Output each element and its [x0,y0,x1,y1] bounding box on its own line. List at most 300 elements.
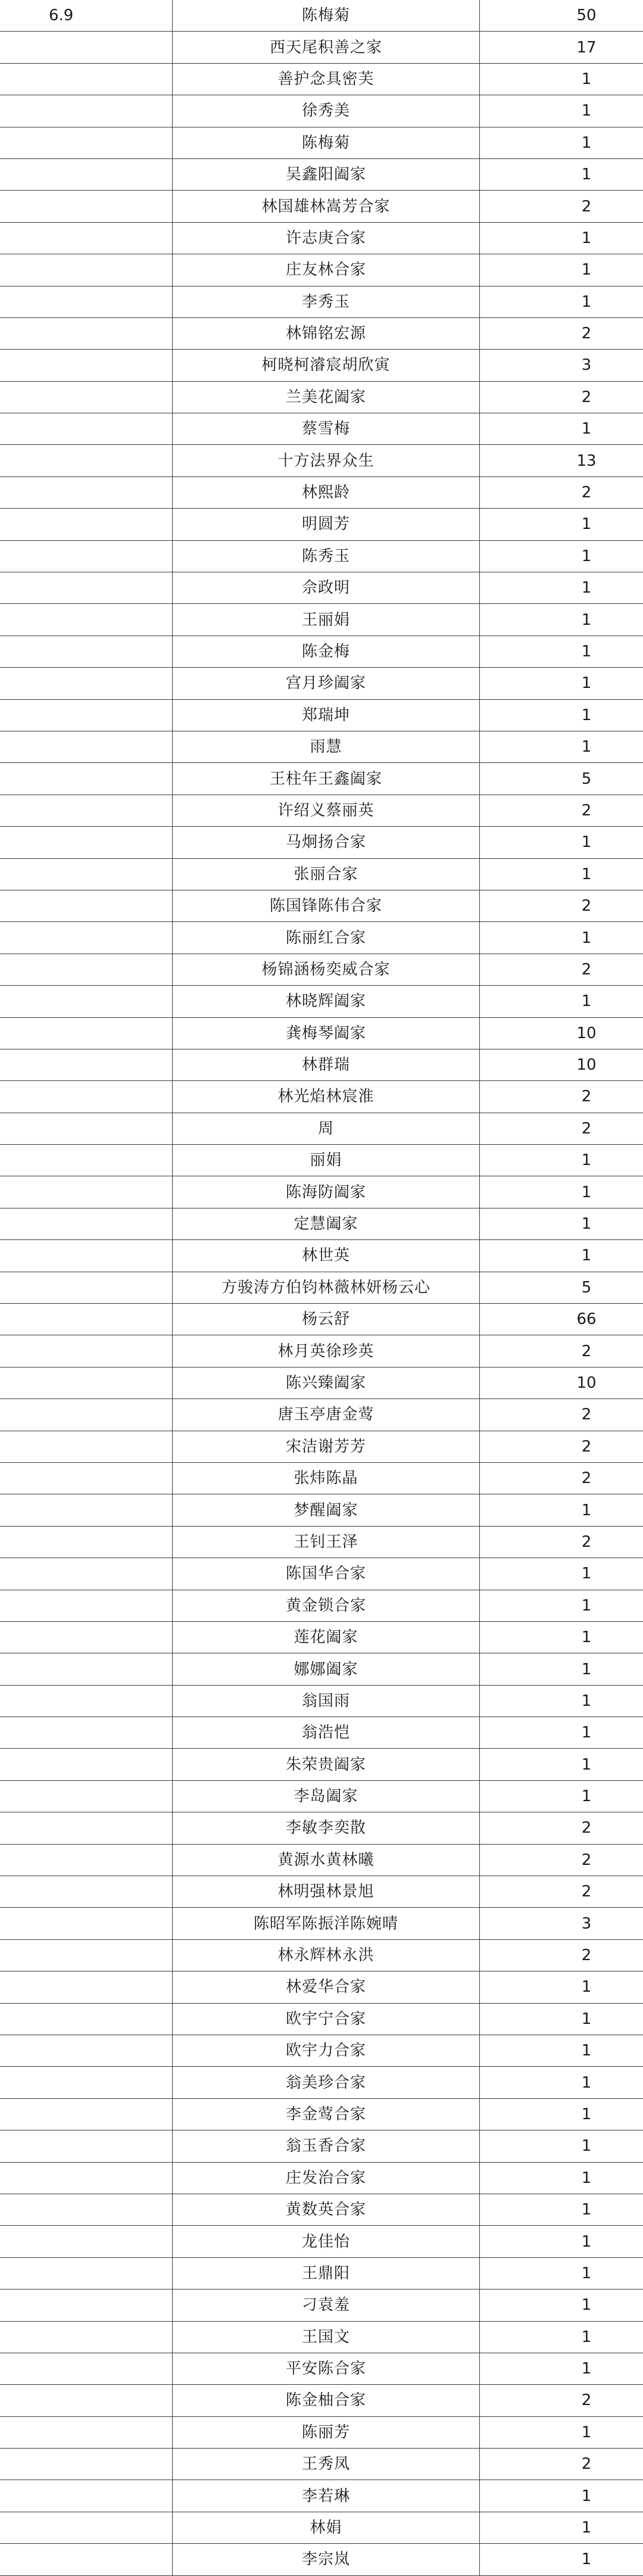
name-cell: 十方法界众生 [173,445,480,476]
name-cell: 林爱华合家 [173,1971,480,2003]
date-cell [0,2353,173,2384]
amount-cell: 1 [480,1749,643,1780]
date-cell [0,1304,173,1335]
amount-cell: 2 [480,1399,643,1431]
amount-cell: 1 [480,636,643,667]
name-cell: 李若琳 [173,2480,480,2512]
table-row [0,2512,643,2543]
date-cell [0,1844,173,1876]
date-cell [0,1017,173,1049]
table-row [0,2385,643,2416]
date-cell [0,350,173,381]
amount-cell: 2 [480,1431,643,1462]
name-cell: 王丽娟 [173,604,480,636]
name-cell: 朱荣贵阖家 [173,1749,480,1780]
name-cell: 丽娟 [173,1145,480,1176]
date-cell [0,731,173,762]
amount-cell: 10 [480,1049,643,1080]
amount-cell: 1 [480,2003,643,2035]
name-cell: 李秀玉 [173,286,480,317]
table-row [0,636,643,667]
name-cell: 方骏涛方伯钧林薇林妍杨云心 [173,1272,480,1303]
date-cell [0,2385,173,2416]
name-cell: 宫月珍阖家 [173,668,480,699]
date-cell [0,2449,173,2480]
amount-cell: 2 [480,1876,643,1908]
date-cell [0,1335,173,1367]
name-cell: 林晓辉阖家 [173,986,480,1017]
name-cell: 林娟 [173,2512,480,2543]
table-row [0,2353,643,2384]
amount-cell: 1 [480,2512,643,2543]
date-cell [0,2035,173,2067]
amount-cell: 1 [480,1653,643,1685]
date-cell [0,158,173,190]
name-cell: 陈国锋陈伟合家 [173,890,480,921]
amount-cell: 1 [480,63,643,95]
name-cell: 兰美花阖家 [173,381,480,413]
amount-cell: 1 [480,95,643,127]
date-cell [0,445,173,476]
table-row [0,1653,643,1685]
date-cell [0,1113,173,1144]
name-cell: 徐秀美 [173,95,480,127]
amount-cell: 1 [480,731,643,762]
date-cell [0,827,173,858]
name-cell: 张丽合家 [173,858,480,890]
name-cell: 林国雄林嵩芳合家 [173,191,480,222]
amount-cell: 1 [480,540,643,572]
name-cell: 庄发治合家 [173,2162,480,2194]
table-row [0,827,643,858]
table-row [0,1113,643,1144]
amount-cell: 2 [480,795,643,826]
name-cell: 李敏李奕散 [173,1812,480,1844]
table-row [0,222,643,254]
amount-cell: 1 [480,2353,643,2384]
table-row [0,1844,643,1876]
name-cell: 陈国华合家 [173,1558,480,1590]
table-row [0,1399,643,1431]
date-cell [0,1367,173,1398]
name-cell: 陈梅菊 [173,127,480,158]
table-row [0,1971,643,2003]
amount-cell: 13 [480,445,643,476]
table-row [0,381,643,413]
name-cell: 翁美珍合家 [173,2067,480,2098]
date-cell [0,986,173,1017]
name-cell: 龚梅琴阖家 [173,1017,480,1049]
table-row [0,858,643,890]
amount-cell: 17 [480,32,643,63]
table-row [0,2321,643,2353]
date-cell [0,2480,173,2512]
name-cell: 杨云舒 [173,1304,480,1335]
date-cell [0,1176,173,1208]
name-cell: 李宗岚 [173,2544,480,2575]
table-row [0,1717,643,1749]
date-cell [0,1717,173,1749]
table-row [0,1621,643,1653]
date-cell [0,2194,173,2225]
table-row [0,1049,643,1080]
date-cell [0,317,173,349]
date-cell [0,1272,173,1303]
date-cell [0,1590,173,1621]
name-cell: 林月英徐珍英 [173,1335,480,1367]
amount-cell: 1 [480,1780,643,1812]
date-cell [0,1971,173,2003]
name-cell: 林熙龄 [173,476,480,508]
date-cell [0,2162,173,2194]
date-cell [0,858,173,890]
date-cell [0,1399,173,1431]
table-row [0,731,643,762]
table-row [0,191,643,222]
date-cell [0,191,173,222]
name-cell: 陈金柚合家 [173,2385,480,2416]
date-cell [0,254,173,286]
date-cell [0,636,173,667]
name-cell: 王国文 [173,2321,480,2353]
table-row [0,2130,643,2162]
name-cell: 许绍义蔡丽英 [173,795,480,826]
table-row [0,127,643,158]
table-row [0,763,643,795]
date-cell [0,795,173,826]
name-cell: 李岛阖家 [173,1780,480,1812]
name-cell: 陈昭军陈振洋陈婉晴 [173,1908,480,1939]
amount-cell: 1 [480,1240,643,1272]
table-row [0,1304,643,1335]
name-cell: 翁国雨 [173,1685,480,1717]
date-cell [0,922,173,954]
date-cell [0,95,173,127]
date-cell [0,381,173,413]
table-row [0,1749,643,1780]
date-cell [0,1145,173,1176]
table-row [0,445,643,476]
amount-cell: 1 [480,986,643,1017]
name-cell: 蔡雪梅 [173,413,480,445]
table-row [0,158,643,190]
date-cell [0,413,173,445]
name-cell: 王柱年王鑫阖家 [173,763,480,795]
table-row [0,350,643,381]
date-cell [0,1558,173,1590]
amount-cell: 2 [480,890,643,921]
table-row [0,1494,643,1526]
amount-cell: 2 [480,1844,643,1876]
amount-cell: 2 [480,317,643,349]
amount-cell: 1 [480,1590,643,1621]
amount-cell: 1 [480,2194,643,2225]
name-cell: 陈金梅 [173,636,480,667]
table-row [0,1145,643,1176]
amount-cell: 1 [480,2067,643,2098]
date-cell [0,1526,173,1558]
amount-cell: 3 [480,350,643,381]
table-row [0,63,643,95]
name-cell: 佘政明 [173,572,480,604]
table-row [0,2162,643,2194]
name-cell: 周 [173,1113,480,1144]
name-cell: 唐玉亭唐金莺 [173,1399,480,1431]
amount-cell: 1 [480,2162,643,2194]
amount-cell: 2 [480,1939,643,1971]
table-row [0,2544,643,2575]
name-cell: 陈梅菊 [173,0,480,32]
date-cell [0,476,173,508]
amount-cell: 2 [480,2449,643,2480]
name-cell: 莲花阖家 [173,1621,480,1653]
name-cell: 定慧阖家 [173,1208,480,1239]
amount-cell: 1 [480,2416,643,2448]
name-cell: 林光焰林宸淮 [173,1081,480,1113]
name-cell: 许志庚合家 [173,222,480,254]
table-row [0,1335,643,1367]
amount-cell: 1 [480,2035,643,2067]
table-row [0,1685,643,1717]
name-cell: 王鼎阳 [173,2257,480,2289]
date-cell [0,1780,173,1812]
date-cell [0,1749,173,1780]
table-row [0,540,643,572]
table-row [0,1240,643,1272]
date-cell [0,699,173,731]
name-cell: 欧宇力合家 [173,2035,480,2067]
date-cell [0,1431,173,1462]
amount-cell: 1 [480,413,643,445]
name-cell: 马炯扬合家 [173,827,480,858]
amount-cell: 1 [480,2226,643,2257]
date-cell [0,2130,173,2162]
name-cell: 娜娜阖家 [173,1653,480,1685]
name-cell: 陈海防阖家 [173,1176,480,1208]
amount-cell: 2 [480,2385,643,2416]
name-cell: 刁袁羞 [173,2290,480,2321]
amount-cell: 1 [480,1208,643,1239]
amount-cell: 1 [480,254,643,286]
name-cell: 李金莺合家 [173,2098,480,2130]
date-cell [0,286,173,317]
table-row [0,2226,643,2257]
amount-cell: 1 [480,1145,643,1176]
table-row [0,2449,643,2480]
name-cell: 陈丽芳 [173,2416,480,2448]
date-cell [0,1908,173,1939]
table-row [0,572,643,604]
amount-cell: 1 [480,827,643,858]
table-row [0,1558,643,1590]
name-cell: 张炜陈晶 [173,1462,480,1494]
table-row [0,2035,643,2067]
name-cell: 郑瑞坤 [173,699,480,731]
amount-cell: 1 [480,2290,643,2321]
name-cell: 梦醒阖家 [173,1494,480,1526]
date-cell [0,1876,173,1908]
amount-cell: 2 [480,1113,643,1144]
date-cell [0,1462,173,1494]
amount-cell: 1 [480,286,643,317]
table-row [0,254,643,286]
date-cell [0,890,173,921]
table-row [0,2067,643,2098]
date-cell [0,763,173,795]
table-row [0,509,643,540]
table-row [0,32,643,63]
amount-cell: 1 [480,1717,643,1749]
date-cell [0,2544,173,2575]
date-cell [0,2512,173,2543]
amount-cell: 2 [480,1526,643,1558]
table-row [0,699,643,731]
table-row [0,2290,643,2321]
table-row [0,1876,643,1908]
table-row [0,413,643,445]
amount-cell: 2 [480,1462,643,1494]
name-cell: 明圆芳 [173,509,480,540]
date-cell [0,954,173,985]
date-cell [0,1049,173,1080]
name-cell: 黄源水黄林曦 [173,1844,480,1876]
amount-cell: 10 [480,1367,643,1398]
table-row [0,286,643,317]
name-cell: 宋洁谢芳芳 [173,1431,480,1462]
table-row [0,2480,643,2512]
table-row [0,1081,643,1113]
table-row [0,2098,643,2130]
table-row [0,0,643,32]
name-cell: 善护念具密芙 [173,63,480,95]
amount-cell: 2 [480,1081,643,1113]
date-cell [0,2003,173,2035]
date-cell [0,668,173,699]
amount-cell: 66 [480,1304,643,1335]
date-cell [0,604,173,636]
name-cell: 翁浩恺 [173,1717,480,1749]
amount-cell: 5 [480,763,643,795]
table-row [0,668,643,699]
date-cell [0,1081,173,1113]
table-row [0,1208,643,1239]
date-cell [0,1240,173,1272]
table-row [0,2257,643,2289]
amount-cell: 1 [480,572,643,604]
name-cell: 柯晓柯濬宸胡欣寅 [173,350,480,381]
date-cell [0,1685,173,1717]
amount-cell: 1 [480,1176,643,1208]
table-row [0,1431,643,1462]
date-cell: 6.9 [0,0,173,32]
name-cell: 雨慧 [173,731,480,762]
date-cell [0,540,173,572]
date-cell [0,1812,173,1844]
date-cell [0,2321,173,2353]
amount-cell: 1 [480,668,643,699]
table-row [0,1812,643,1844]
name-cell: 杨锦涵杨奕威合家 [173,954,480,985]
name-cell: 王秀凤 [173,2449,480,2480]
date-cell [0,572,173,604]
amount-cell: 1 [480,1558,643,1590]
amount-cell: 1 [480,922,643,954]
date-cell [0,1208,173,1239]
amount-cell: 1 [480,1685,643,1717]
amount-cell: 1 [480,158,643,190]
table-row [0,2194,643,2225]
date-cell [0,2098,173,2130]
table-row [0,1780,643,1812]
date-cell [0,127,173,158]
date-cell [0,2067,173,2098]
name-cell: 吴鑫阳阖家 [173,158,480,190]
table-row [0,1176,643,1208]
name-cell: 黄金锁合家 [173,1590,480,1621]
amount-cell: 1 [480,604,643,636]
name-cell: 黄数英合家 [173,2194,480,2225]
amount-cell: 1 [480,509,643,540]
table-row [0,1908,643,1939]
table-row [0,890,643,921]
table-row [0,954,643,985]
amount-cell: 1 [480,222,643,254]
date-cell [0,2257,173,2289]
name-cell: 庄友林合家 [173,254,480,286]
amount-cell: 2 [480,381,643,413]
name-cell: 林明强林景旭 [173,1876,480,1908]
amount-cell: 2 [480,476,643,508]
date-cell [0,222,173,254]
name-cell: 林锦铭宏源 [173,317,480,349]
amount-cell: 50 [480,0,643,32]
name-cell: 陈丽红合家 [173,922,480,954]
name-cell: 翁玉香合家 [173,2130,480,2162]
amount-cell: 1 [480,2480,643,2512]
date-cell [0,509,173,540]
date-cell [0,1494,173,1526]
amount-cell: 5 [480,1272,643,1303]
table-row [0,1939,643,1971]
amount-cell: 3 [480,1908,643,1939]
table-row [0,1017,643,1049]
amount-cell: 10 [480,1017,643,1049]
amount-cell: 1 [480,2321,643,2353]
table-row [0,317,643,349]
name-cell: 陈秀玉 [173,540,480,572]
name-cell: 平安陈合家 [173,2353,480,2384]
name-cell: 王钊王泽 [173,1526,480,1558]
date-cell [0,32,173,63]
amount-cell: 1 [480,1621,643,1653]
amount-cell: 1 [480,127,643,158]
table-row [0,604,643,636]
amount-cell: 1 [480,1971,643,2003]
table-row [0,795,643,826]
name-cell: 林永辉林永洪 [173,1939,480,1971]
date-cell [0,63,173,95]
amount-cell: 1 [480,2130,643,2162]
name-cell: 林世英 [173,1240,480,1272]
amount-cell: 2 [480,1812,643,1844]
table-row [0,476,643,508]
amount-cell: 1 [480,2098,643,2130]
table-row [0,986,643,1017]
table-row [0,1367,643,1398]
amount-cell: 1 [480,2257,643,2289]
table-row [0,2416,643,2448]
table-row [0,95,643,127]
